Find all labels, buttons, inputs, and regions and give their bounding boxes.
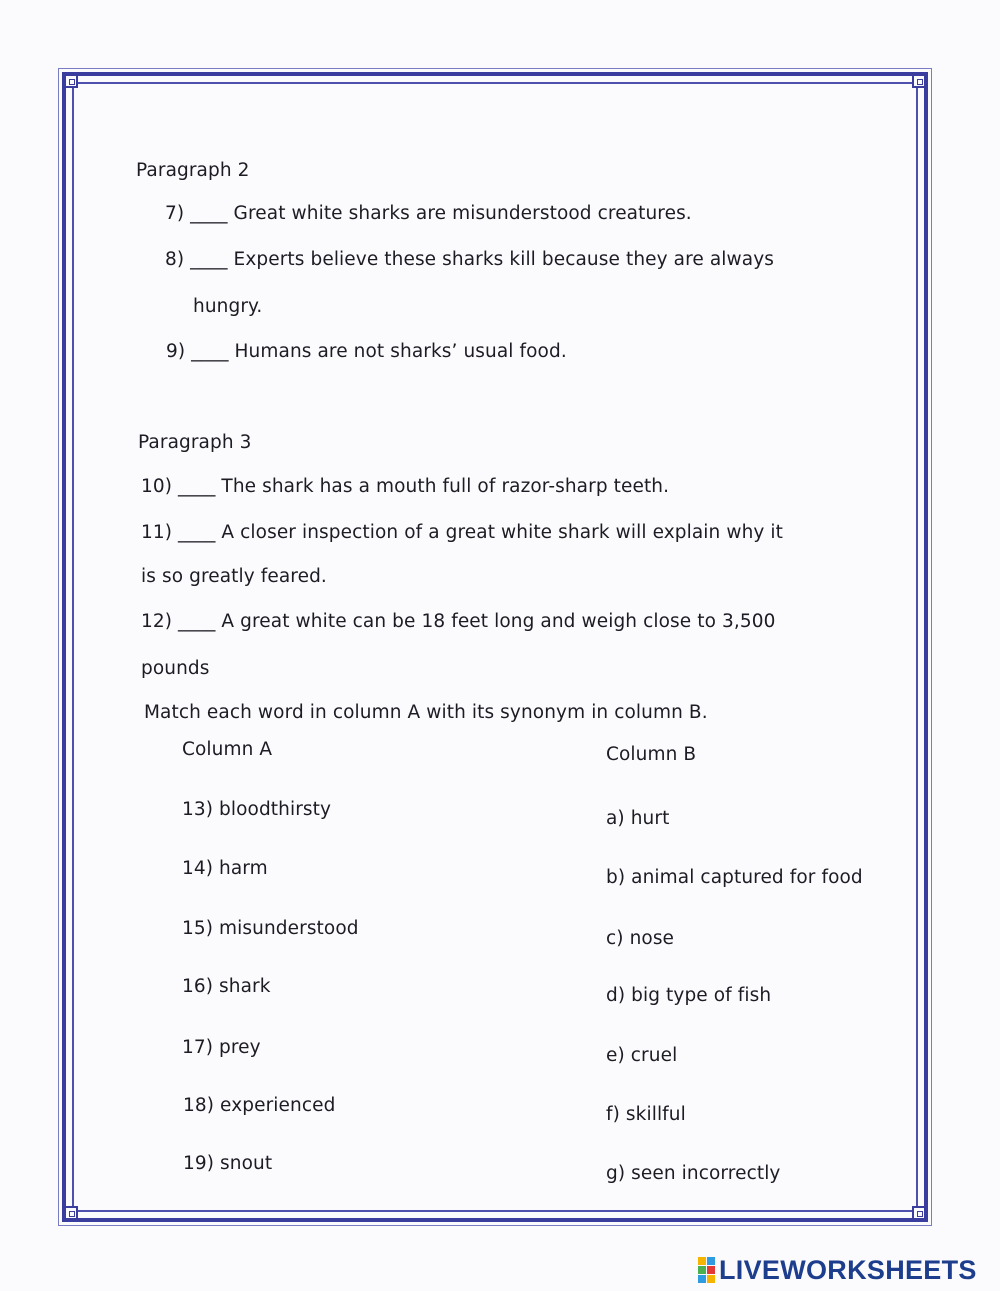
question-8-line-2: hungry. [193, 296, 263, 317]
frame-corner-ornament [64, 1206, 78, 1220]
column-b-item: g) seen incorrectly [606, 1163, 781, 1184]
column-b-item: c) nose [606, 928, 675, 949]
column-b-item: a) hurt [606, 808, 670, 829]
column-a-item: 14) harm [182, 858, 268, 879]
frame-corner-ornament [64, 74, 78, 88]
paragraph-2-heading: Paragraph 2 [136, 160, 250, 181]
frame-corner-ornament [912, 1206, 926, 1220]
column-a-item: 16) shark [182, 976, 271, 997]
column-a-header: Column A [182, 739, 273, 760]
column-b-item: b) animal captured for food [606, 867, 863, 888]
column-b-item: e) cruel [606, 1045, 678, 1066]
brand-name: LIVEWORKSHEETS [719, 1254, 977, 1285]
column-b-header: Column B [606, 744, 697, 765]
question-7: 7) ____ Great white sharks are misunderstood creatures. [165, 203, 692, 224]
column-b-item: f) skillful [606, 1104, 686, 1125]
matching-instruction: Match each word in column A with its synonym in column B. [144, 702, 708, 723]
question-12-line-2: pounds [141, 658, 210, 679]
question-11-line-1: 11) ____ A closer inspection of a great white shark will explain why it [141, 522, 784, 543]
column-b-item: d) big type of fish [606, 985, 772, 1006]
question-11-line-2: is so greatly feared. [141, 566, 327, 587]
column-a-item: 17) prey [182, 1037, 261, 1058]
paragraph-3-heading: Paragraph 3 [138, 432, 252, 453]
column-a-item: 13) bloodthirsty [182, 799, 332, 820]
question-10: 10) ____ The shark has a mouth full of razor-sharp teeth. [141, 476, 670, 497]
liveworksheets-brand [698, 1255, 977, 1285]
question-9: 9) ____ Humans are not sharks’ usual food. [166, 341, 567, 362]
liveworksheets-logo-icon [698, 1257, 715, 1283]
frame-corner-ornament [912, 74, 926, 88]
question-8-line-1: 8) ____ Experts believe these sharks kill because they are always [165, 249, 774, 270]
column-a-item: 15) misunderstood [182, 918, 359, 939]
question-12-line-1: 12) ____ A great white can be 18 feet long and weigh close to 3,500 [141, 611, 776, 632]
column-a-item: 19) snout [183, 1153, 273, 1174]
column-a-item: 18) experienced [183, 1095, 336, 1116]
